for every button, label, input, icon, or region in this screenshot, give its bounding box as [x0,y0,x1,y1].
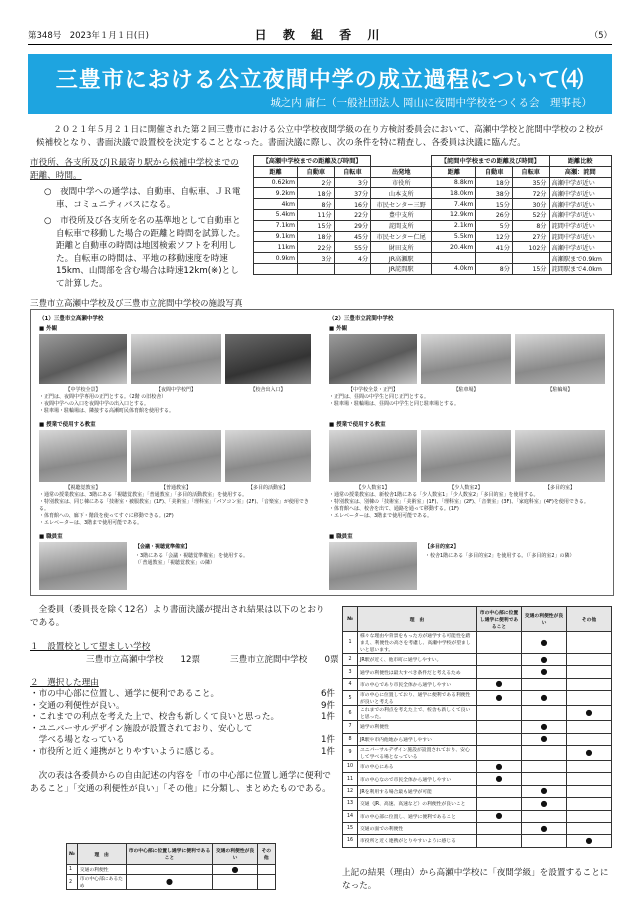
table-cell: 8.8km [432,177,476,188]
table-cell: 15分 [476,199,513,210]
table-cell: 市の中心であり市民全体から通学しやすい [358,678,477,690]
table-cell: 7.1km [254,220,298,231]
mark-cell: ● [522,691,567,706]
table-cell: 7.4km [432,199,476,210]
reason-text: ・市役所と近く連携がとりやすいように感じる。 [30,746,220,757]
takuma-class-label: ■ 授業で使用する教室 [329,422,386,428]
table-row [343,706,612,721]
table-row [343,773,612,785]
photo-panel [30,309,614,596]
table-row [343,678,612,690]
takase-ext-label: ■ 外観 [39,326,58,332]
table-cell: 5 [343,691,358,706]
mark-cell [567,632,612,654]
takase-multi-room-photo [225,430,311,482]
table-cell: 高瀬駅まで0.9km [549,253,612,264]
table-cell: 市役所と近く連携がとりやすいように感じる [358,835,477,847]
mark-cell [522,773,567,785]
caption: 【駐輪場】 [547,387,573,393]
table-cell: 高瀬中学が近い [549,209,612,220]
table-cell: 8分 [298,199,335,210]
mark-cell [477,733,522,745]
mark-cell [567,666,612,678]
table-cell: 20.4km [432,242,476,253]
table-cell: 18分 [476,177,513,188]
table-cell: 4km [254,199,298,210]
distance-notes [30,157,247,290]
table-cell: 4分 [334,253,371,264]
table-cell: 3分 [298,253,335,264]
results-closing: 上記の結果（理由）から高瀬中学校に「夜間学級」を設置することになった。 [342,868,609,891]
takase-staff-label: ■ 職員室 [39,534,63,540]
table-cell: 12分 [476,231,513,242]
takuma-small-room2-photo [421,430,511,482]
takuma-multi-room-photo [515,430,605,482]
table-row [254,199,612,210]
table-cell: 詫間駅まで4.0km [549,263,612,274]
mark-cell: ● [567,745,612,760]
mark-cell [477,632,522,654]
group-compare: 距離比較 [549,156,612,167]
distance-col-headers [254,166,612,177]
reason-item [30,735,335,747]
group-takase: 【高瀬中学校までの距離及び時間】 [254,156,371,167]
table-header: その他 [567,607,612,632]
caption: 【視聴覚教室】 [65,485,101,491]
table-header: その他 [257,844,275,865]
table-cell: 市の中心なので市民全体から通学しやすい [358,773,477,785]
table-cell: 16 [343,835,358,847]
takase-staff-note: ・3階にある「会議・視聴覚準備室」を使用する。 （「普通教室」「視聴覚教室」の隣） [135,553,249,566]
mark-cell: ● [567,835,612,847]
table-cell: 5.4km [254,209,298,220]
reason-text: ・ユニバーサルデザイン施設が設置されており、安心して [30,723,253,734]
takuma-staff-caption: 【多目的室2】 [425,544,459,550]
table-cell [298,263,335,274]
mark-cell [477,835,522,847]
table-cell: 高瀬中学が近い [549,242,612,253]
table-cell: 10 [343,760,358,772]
mark-cell: ● [477,773,522,785]
takuma-staff-label: ■ 職員室 [329,534,353,540]
table-cell: 詫間中学が近い [549,220,612,231]
takase-staff-caption: 【会議・視聴覚準備室】 [135,544,191,550]
table-cell: 市の中心部に位置し、通学に便利であること [358,810,477,822]
table-cell: 高瀬中学が近い [549,177,612,188]
table-row [254,220,612,231]
title-banner [28,54,612,114]
mark-cell [213,875,257,890]
caption: 【普通教室】 [160,485,191,491]
page-number: （5） [589,31,612,41]
takuma-bike-photo [515,334,605,384]
table-row [254,242,612,253]
table-row [254,263,612,274]
table-cell: 豊中支所 [371,209,432,220]
group-takuma: 【詫間中学校までの距離及び時間】 [432,156,549,167]
table-cell: 2 [67,875,78,890]
takuma-title: （2）三豊市立詫間中学校 [329,316,394,322]
distance-col-header: 自動車 [476,166,513,177]
table-cell [512,253,549,264]
reason-text: 学べる場となっている [30,735,125,745]
table-cell: 9 [343,745,358,760]
caption: 【少人数室2】 [449,485,483,491]
reason-list [30,689,335,758]
distance-col-header: 高瀬：詫間 [549,166,612,177]
mark-cell [477,666,522,678]
table-cell: 4.0km [432,263,476,274]
reason-text: ・これまでの利点を考えた上で、校舎も新しくて良いと思った。 [30,712,280,722]
mark-cell [567,760,612,772]
mark-cell: ● [522,785,567,797]
table-row [254,253,612,264]
mark-cell: ● [522,733,567,745]
free-comment-table [342,606,612,848]
distance-heading: 市役所、各支所及びJＲ最寄り駅から候補中学校までの距離、時間。 [30,158,239,181]
takase-class-note: ・通常の授業教室は、3階にある「視聴覚教室」「普通教室」「多目的活動教室」を使用する。 ・特別教室は、同じ棟にある「技術室・被服教室」(1F)、「美術室」「理科室」「パソコン室」(2F)、「音楽室」が使用できる。 ・体育館への、廊下・階段を使ってすぐに移動できる。(2F) ・エレベーターは、3階まで使用可能である。 [39,492,309,526]
table-cell: 18.0km [432,188,476,199]
mark-cell [257,865,275,875]
table-cell: 2分 [298,177,335,188]
mark-cell: ● [477,691,522,706]
table-row [343,654,612,666]
takase-gate-photo [131,334,221,384]
photos-title: 三豊市立高瀬中学校及び三豊市立詫間中学校の施設写真 [30,299,243,309]
results-heading-1: １ 設置校として望ましい学校 [30,642,151,652]
lead-paragraph: ２０２１年５月２１日に開催された第２回三豊市における公立中学校夜間学級の在り方検討委員会において、高瀬中学校と詫間中学校の２校が候補校となり、書面決議で設置校を決定することとなった。書面決議に際し、次の条件を特に精査し、各委員は決議に臨んだ。 [36,125,604,148]
takase-title: （1）三豊市立高瀬中学校 [39,316,104,322]
table-cell: 30分 [512,199,549,210]
takase-ext-note: ・正門は、夜間中学専用の正門とする。（2階 の旧校舎） ・夜間中学への入口を夜間中学の出入口とする。 ・駐車場・駐輪場は、隣接する高瀬町民体育館を使用する。 [39,394,175,414]
mark-cell [567,773,612,785]
table-cell [254,263,298,274]
mark-cell [477,745,522,760]
table-cell: JR詫間駅 [371,263,432,274]
mark-cell [522,760,567,772]
table-cell: 55分 [334,242,371,253]
mark-cell [567,721,612,733]
takuma-staff-note: ・校舎1階にある「多目的室2」を使用する。（「多目的室2」の隣） [425,553,575,559]
mark-cell [567,691,612,706]
table-row [343,760,612,772]
table-cell: 27分 [512,231,549,242]
table-cell: JRを利用する場合最も通学が可能 [358,785,477,797]
takuma-staff-photo [329,542,417,590]
paper-name: 日 教 組 香 川 [254,28,386,42]
table-cell: 通学の利便性は最大すべき条件だと考えるため [358,666,477,678]
table-cell: 交通の面での利便性 [358,822,477,834]
table-row [67,865,276,875]
caption: 【多目的室】 [544,485,575,491]
distance-col-header: 距離 [432,166,476,177]
table-header: 理 由 [358,607,477,632]
mark-cell [257,875,275,890]
mark-cell [522,678,567,690]
caption: 【中学校全景】 [65,387,101,393]
table-row [343,785,612,797]
table-cell [432,253,476,264]
issue-date: 第348号 2023年１月１日(日) [28,31,149,41]
table-header: 市の中心部に位置し通学に便利であること [477,607,522,632]
table-cell: 14 [343,810,358,822]
table-row [343,666,612,678]
results-intro: 全委員（委員長を除く12名）より書面決議が提出され結果は以下のとおりである。 [30,605,325,628]
article-author: 城之内 庸仁（一般社団法人 岡山に夜間中学校をつくる会 理事長） [270,97,592,109]
table-header: 交通の利便性が良い [213,844,257,865]
table-cell: 16分 [334,199,371,210]
reason-count: 1件 [320,735,335,745]
table-header: 交通の利便性が良い [522,607,567,632]
table-cell: 15 [343,822,358,834]
takase-classroom-photo [131,430,221,482]
mark-cell [567,785,612,797]
reason-count: 1件 [320,746,335,757]
mark-cell [522,745,567,760]
results-heading-2: ２ 選択した理由 [30,678,99,688]
table-cell: 交通（JR、高速、高速など）の利便性が良いこと [358,798,477,810]
table-header: № [67,844,78,865]
table-cell [334,263,371,274]
reason-text: ・交通の利便性が良い。 [30,700,125,711]
header-rule [28,44,612,45]
mark-cell [567,822,612,834]
caption: 【夜間中学校門】 [155,387,196,393]
mark-cell [567,654,612,666]
mark-cell [477,822,522,834]
mark-cell [126,865,213,875]
bullet-transport: ○ 夜間中学への通学は、自動車、自転車、ＪＲ電車、コミュニティバスになる。 [44,187,241,210]
table-row [343,835,612,847]
table-cell: 市の中心部にあるため [77,875,126,890]
takase-av-room-photo [39,430,127,482]
table-cell: 4 [343,678,358,690]
distance-col-header: 自動車 [298,166,335,177]
distance-col-header: 自転車 [334,166,371,177]
table-cell: JR駅が近く、他市町に通学しやすい。 [358,654,477,666]
mark-cell: ● [477,760,522,772]
masthead [28,27,612,41]
table-cell: 18分 [298,231,335,242]
table-cell: 高瀬中学が近い [549,199,612,210]
table-cell: 8分 [512,220,549,231]
takase-campus-photo [39,334,127,384]
table-cell: 11km [254,242,298,253]
table-cell: 5分 [476,220,513,231]
table-row [343,798,612,810]
takuma-ext-label: ■ 外観 [329,326,348,332]
table-cell: 1 [67,865,78,875]
table-row [254,188,612,199]
table-cell: 52分 [512,209,549,220]
distance-table [253,155,612,275]
table-cell: 8 [343,733,358,745]
table-cell: 高瀬中学が近い [549,188,612,199]
table-cell: 交通の利便性 [77,865,126,875]
table-cell: 35分 [512,177,549,188]
table-header: 理 由 [77,844,126,865]
table-cell: 22分 [334,209,371,220]
bullet-method: ○ 市役所及び各支所を名の基準地として自動車と自転車で移動した場合の距離と時間を試算した。距離と自動車の時間は地図検索ソフトを利用した。自転車の時間は、平地の移動速度を時速15km、山間部を含む場合は時速12km(※)として計算した。 [44,216,246,289]
mark-cell [477,721,522,733]
mark-cell: ● [126,875,213,890]
takuma-ext-note: ・正門は、昼間の中学生と同じ正門とする。 ・駐車場・駐輪場は、昼間の中学生と同じ駐車場とする。 [329,394,460,407]
mark-cell: ● [522,666,567,678]
mark-cell [477,798,522,810]
table-cell: 詫間中学が近い [549,231,612,242]
table-cell: 9.2km [254,188,298,199]
table-row [343,691,612,706]
table-cell [476,253,513,264]
mark-cell: ● [213,865,257,875]
table-cell: 2.1km [432,220,476,231]
takase-staff-photo [39,542,127,590]
table-cell: 22分 [298,242,335,253]
reason-item [30,689,335,701]
table-cell: 11分 [298,209,335,220]
table-row [343,822,612,834]
small-reason-table [66,843,276,890]
table-cell: 5.5km [432,231,476,242]
caption: 【少人数室1】 [356,485,390,491]
mark-cell [567,678,612,690]
mark-cell [567,733,612,745]
mark-cell: ● [477,810,522,822]
reason-item [30,701,335,713]
reason-item [30,712,335,724]
mark-cell [522,835,567,847]
caption: 【駐車場】 [453,387,479,393]
mark-cell [477,785,522,797]
mark-cell: ● [522,798,567,810]
table-row [254,209,612,220]
table-row [343,733,612,745]
table-row [67,875,276,890]
table-cell: 11 [343,773,358,785]
distance-col-header: 出発地 [371,166,432,177]
table-cell: 様々な理由や背景をもった方が通学する可能性を踏まえ、利便性の高さを考慮し、高瀬中学校が望ましいと思います。 [358,632,477,654]
table-cell: 0.62km [254,177,298,188]
reason-item [30,724,335,736]
table-cell: 市民センター仁尾 [371,231,432,242]
distance-col-header: 距離 [254,166,298,177]
mark-cell: ● [522,654,567,666]
table-header: № [343,607,358,632]
caption: 【多目的活動室】 [247,485,288,491]
table-cell: ユニバーサルデザイン施設が設置されており、安心して学べる場となっている [358,745,477,760]
table-cell: 38分 [476,188,513,199]
table-cell: 0.9km [254,253,298,264]
mark-cell: ● [477,678,522,690]
mark-cell: ● [522,632,567,654]
table-cell: 市民センター三野 [371,199,432,210]
table-cell: 市役所 [371,177,432,188]
table-cell: 通学の利便性 [358,721,477,733]
table-row [343,632,612,654]
table-cell: 45分 [334,231,371,242]
table-cell: 3 [343,666,358,678]
table-row [254,231,612,242]
mark-cell [477,654,522,666]
table-cell: 9.1km [254,231,298,242]
table-cell: 72分 [512,188,549,199]
table-cell: JR高瀬駅 [371,253,432,264]
mark-cell: ● [522,721,567,733]
table-cell: 12 [343,785,358,797]
table-cell: 41分 [476,242,513,253]
table-cell: 詫間支所 [371,220,432,231]
takuma-small-room1-photo [329,430,417,482]
table-cell: 13 [343,798,358,810]
takuma-parking-photo [421,334,511,384]
table-cell: 7 [343,721,358,733]
article-title: 三豊市における公立夜間中学の成立過程について⑷ [55,68,585,93]
table-cell: 26分 [476,209,513,220]
table-cell: 12.9km [432,209,476,220]
table-row [254,177,612,188]
reason-item [30,747,335,759]
table-cell: 山本支所 [371,188,432,199]
mark-cell [477,706,522,721]
table-cell: 15分 [298,220,335,231]
takuma-class-note: ・通常の授業教室は、新校舎1階にある「少人数室1」「少人数室2」「多目的室」を使用する。 ・特別教室は、別棟の「技術室」「美術室」(1F)、「理科室」(2F)、「音楽室」(3F)、「家庭科室」(4F)を使用できる。 ・体育館へは、校舎を出て、通路を通って移動する。(1F) ・エレベーターは、3階まで使用可能である。 [329,492,589,519]
table-cell: 18分 [298,188,335,199]
table-cell: 102分 [512,242,549,253]
table-cell: 1 [343,632,358,654]
mark-cell [567,798,612,810]
table-header: 市の中心部に位置し通学に便利であること [126,844,213,865]
table-row [343,810,612,822]
vote-takase: 三豊市立高瀬中学校 12票 [86,655,201,665]
table-row [343,745,612,760]
table-cell: 37分 [334,188,371,199]
mark-cell [522,706,567,721]
reason-count: 6件 [320,689,335,699]
mark-cell [567,810,612,822]
table-cell: これまでの利点を考えた上で、校舎も新しくて良いと思った。 [358,706,477,721]
table-cell: 6 [343,706,358,721]
mark-cell: ● [522,822,567,834]
table-cell: 3分 [334,177,371,188]
caption: 【校舎出入口】 [250,387,286,393]
table-cell: 15分 [512,263,549,274]
mark-cell [522,810,567,822]
table-cell: 29分 [334,220,371,231]
table-cell: 財田支所 [371,242,432,253]
mark-cell: ● [567,706,612,721]
table-row [343,721,612,733]
table-cell: 8分 [476,263,513,274]
distance-col-header: 自転車 [512,166,549,177]
takase-class-label: ■ 授業で使用する教室 [39,422,96,428]
reason-text: ・市の中心部に位置し、通学に便利であること。 [30,689,220,699]
results-outro: 次の表は各委員からの自由記述の内容を「市の中心部に位置し通学に便利であること」「交通の利便性が良い」「その他」に分類し、まとめたものである。 [30,771,331,794]
takuma-campus-photo [329,334,417,384]
takase-entrance-photo [225,334,311,384]
table-cell: 2 [343,654,358,666]
table-cell: 市の中心に位置しており、通学に便利である利便性が良いと考える [358,691,477,706]
vote-takuma: 三豊市立詫間中学校 0票 [230,655,339,665]
caption: 【中学校全景・正門】 [347,387,398,393]
table-cell: JR駅や市内他地から通学しやすい [358,733,477,745]
reason-count: 1件 [320,712,335,722]
table-cell: 市の中心にある [358,760,477,772]
reason-count: 9件 [320,700,335,711]
